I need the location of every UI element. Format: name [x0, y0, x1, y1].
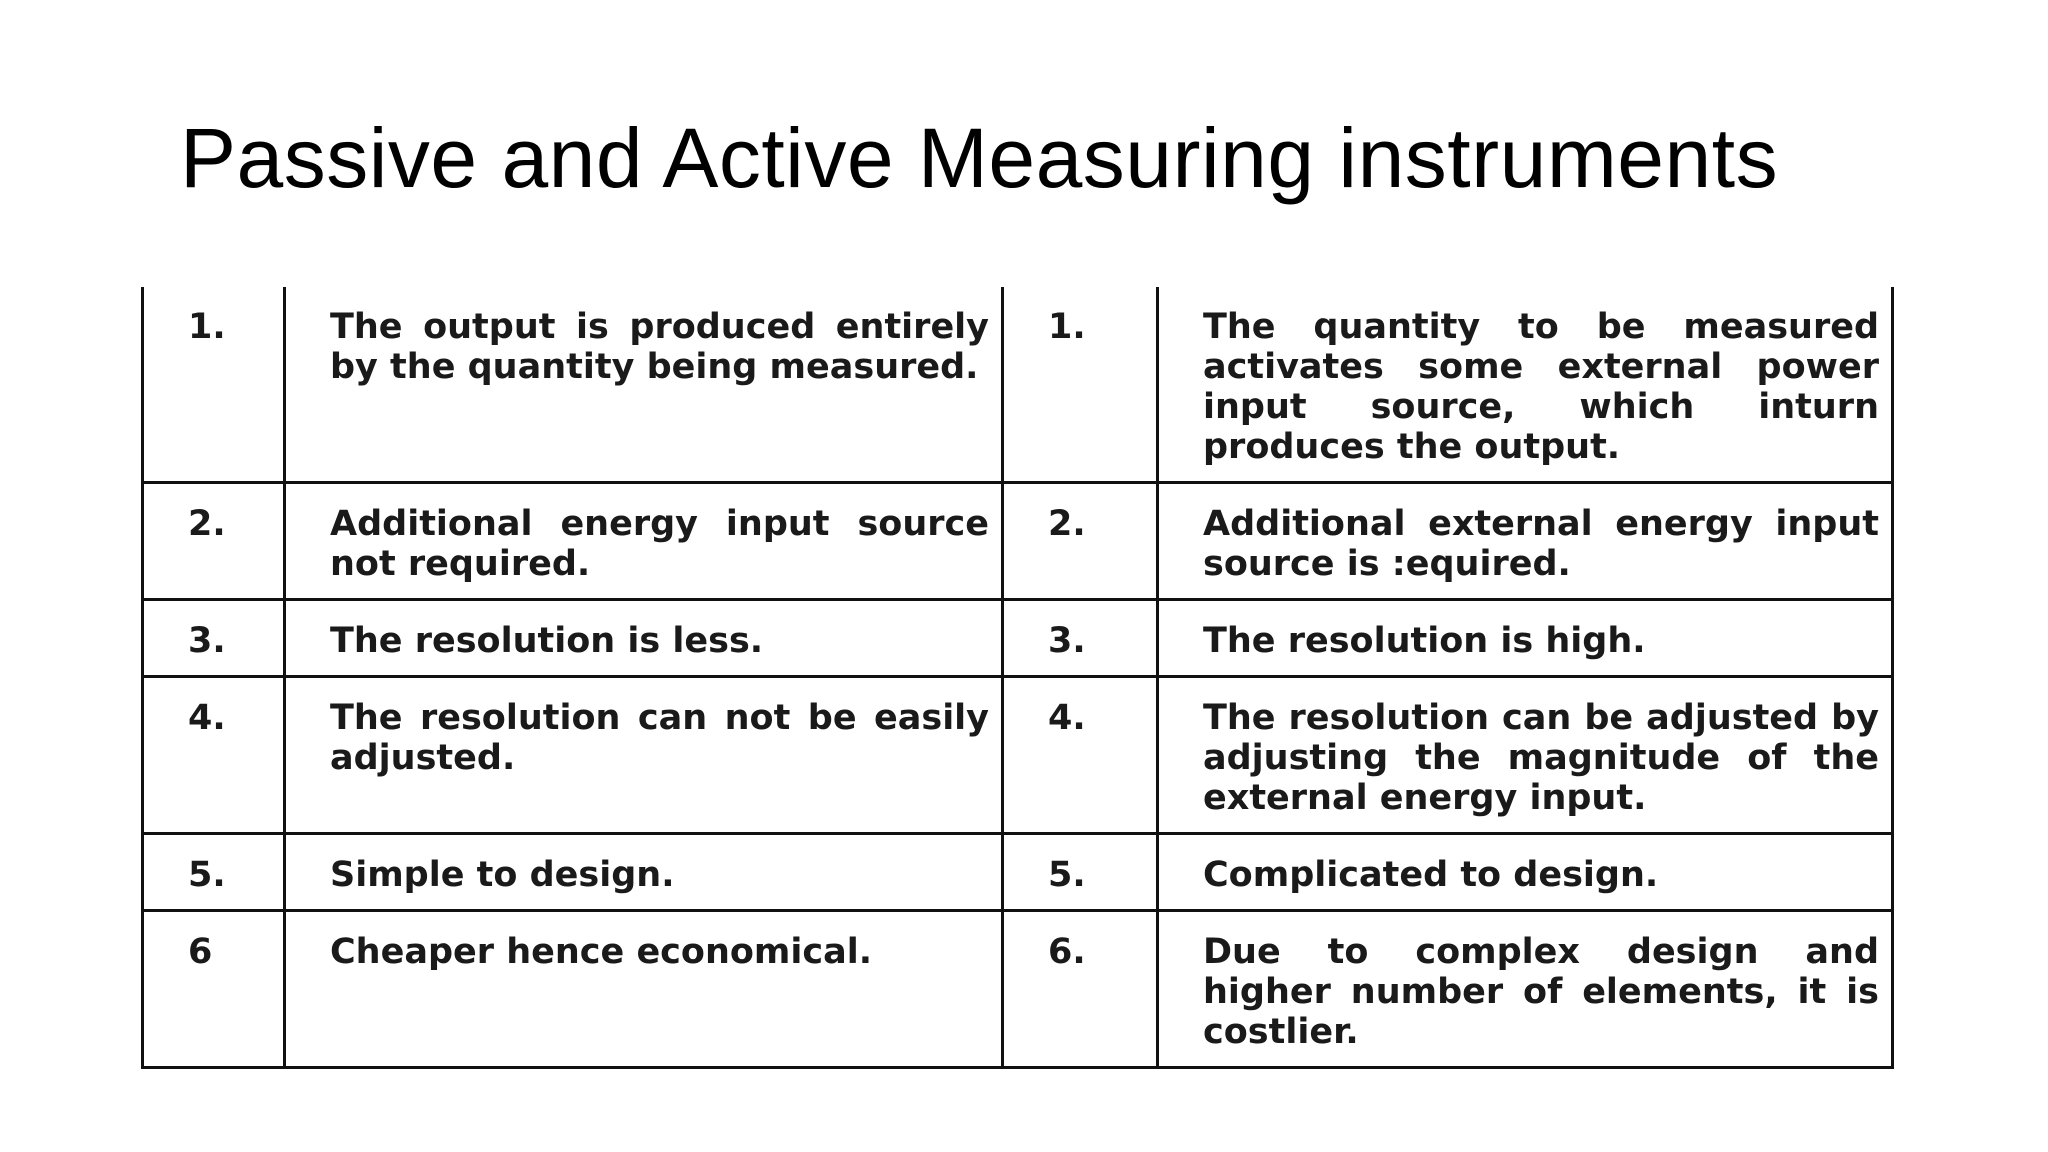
passive-number-cell: 4. [143, 677, 285, 834]
active-number-cell: 6. [1003, 911, 1158, 1068]
passive-number-cell: 6 [143, 911, 285, 1068]
active-number-cell: 2. [1003, 483, 1158, 600]
table-row [143, 911, 1893, 1068]
passive-number-cell: 2. [143, 483, 285, 600]
active-text-cell: The resolution can be adjusted by adjusting the magnitude of the external energy input. [1158, 677, 1893, 834]
comparison-table-container [141, 287, 1891, 1069]
active-text-cell: Due to complex design and higher number of elements, it is costlier. [1158, 911, 1893, 1068]
active-text-cell: The resolution is high. [1158, 600, 1893, 677]
passive-number-cell: 5. [143, 834, 285, 911]
comparison-table [141, 287, 1894, 1069]
passive-text-cell: The resolution can not be easily adjusted. [285, 677, 1003, 834]
active-number-cell: 3. [1003, 600, 1158, 677]
active-number-cell: 1. [1003, 287, 1158, 483]
active-number-cell: 5. [1003, 834, 1158, 911]
passive-text-cell: Cheaper hence economical. [285, 911, 1003, 1068]
active-number-cell: 4. [1003, 677, 1158, 834]
table-row [143, 677, 1893, 834]
active-text-cell: Additional external energy input source is :equired. [1158, 483, 1893, 600]
passive-number-cell: 3. [143, 600, 285, 677]
table-row [143, 287, 1893, 483]
passive-number-cell: 1. [143, 287, 285, 483]
active-text-cell: Complicated to design. [1158, 834, 1893, 911]
passive-text-cell: The output is produced entirely by the quantity being measured. [285, 287, 1003, 483]
table-row [143, 600, 1893, 677]
active-text-cell: The quantity to be measured activates some external power input source, which inturn produces the output. [1158, 287, 1893, 483]
passive-text-cell: Additional energy input source not required. [285, 483, 1003, 600]
passive-text-cell: Simple to design. [285, 834, 1003, 911]
passive-text-cell: The resolution is less. [285, 600, 1003, 677]
slide-title: Passive and Active Measuring instruments [180, 111, 1779, 205]
table-row [143, 483, 1893, 600]
table-row [143, 834, 1893, 911]
